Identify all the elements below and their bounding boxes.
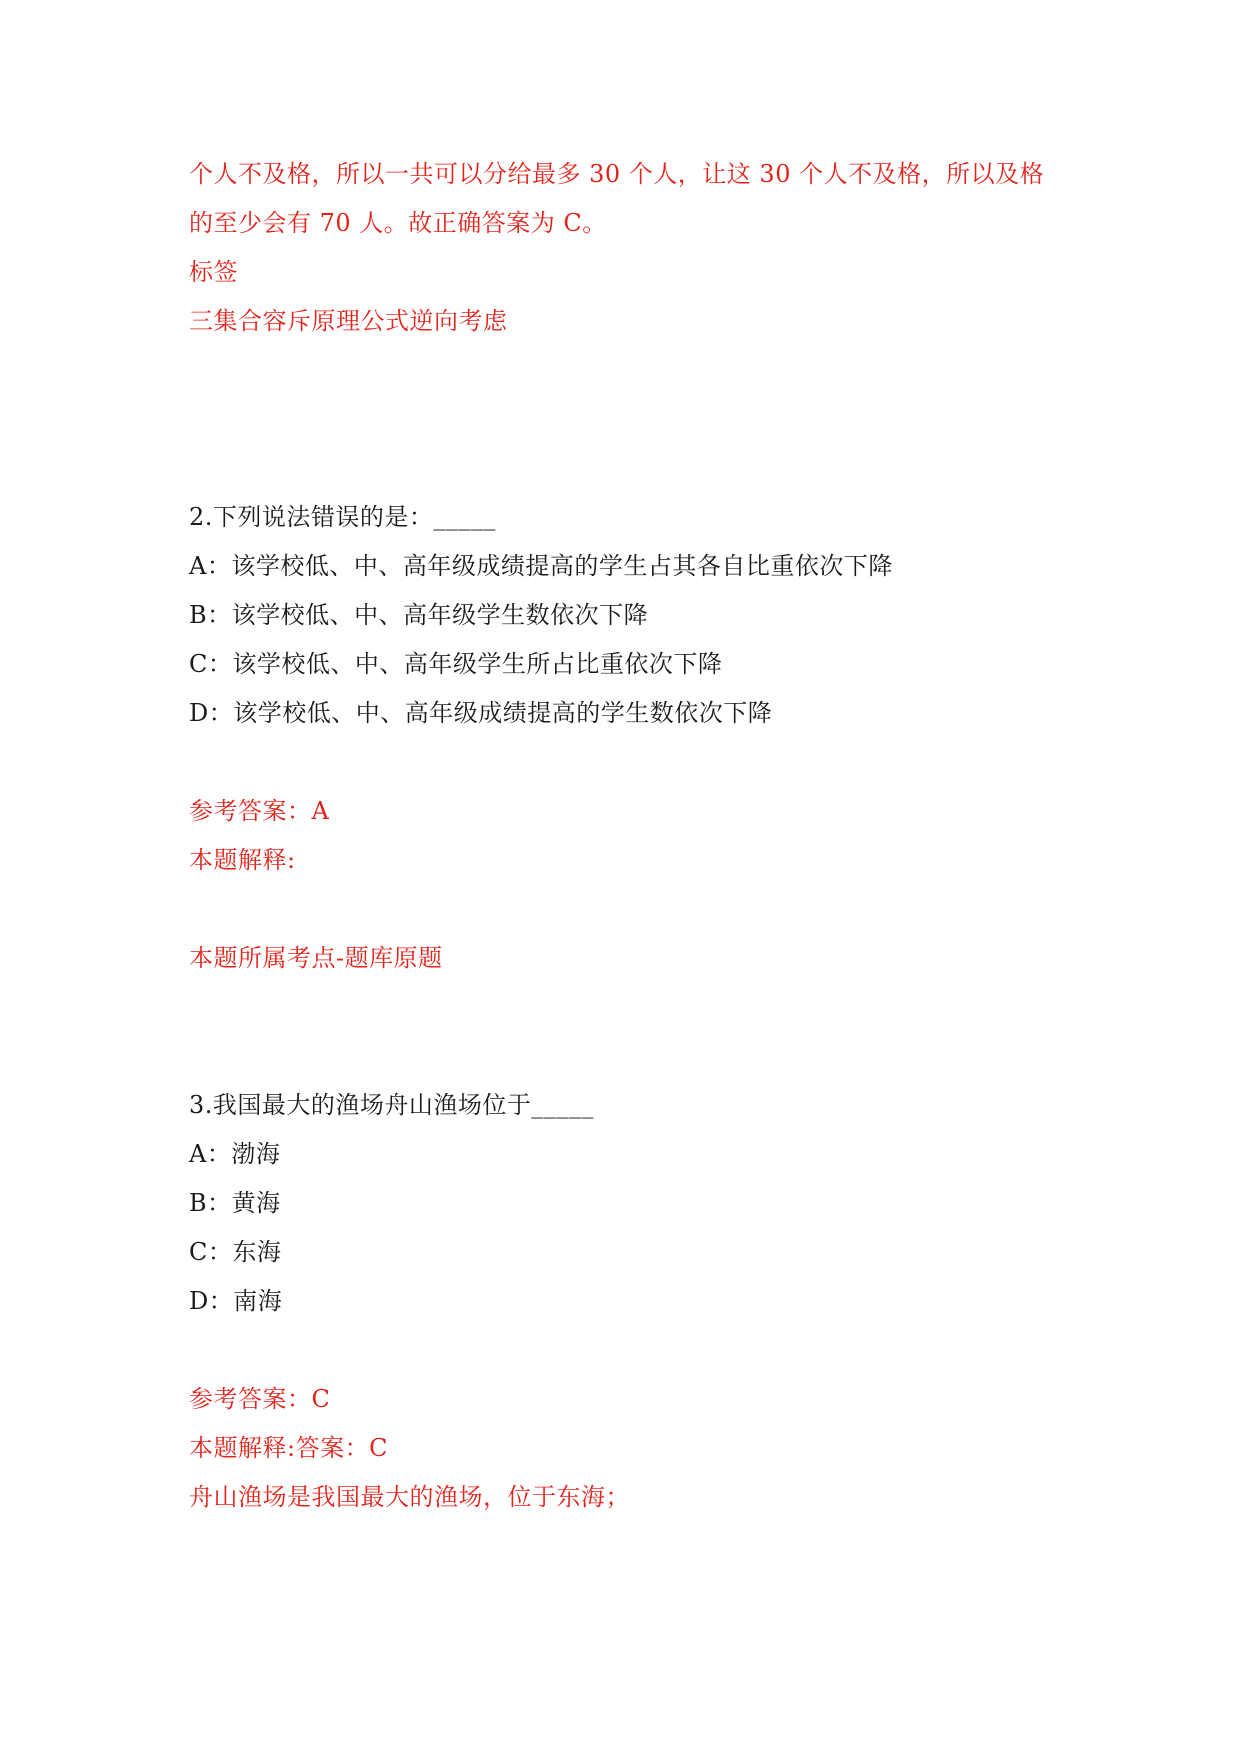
tag-value: 三集合容斥原理公式逆向考虑 <box>189 307 508 335</box>
question-2-answer: 参考答案：A <box>189 797 330 825</box>
explanation-line-1: 个人不及格，所以一共可以分给最多 30 个人，让这 30 个人不及格，所以及格 <box>189 160 1045 188</box>
question-2-option-d: D：该学校低、中、高年级成绩提高的学生数依次下降 <box>189 699 773 727</box>
question-2-text: 2.下列说法错误的是：_____ <box>189 503 496 531</box>
question-2-option-a: A：该学校低、中、高年级成绩提高的学生占其各自比重依次下降 <box>189 552 893 580</box>
question-3-option-a: A：渤海 <box>189 1140 281 1168</box>
question-3-option-c: C：东海 <box>189 1238 282 1266</box>
question-2-explanation-label: 本题解释: <box>189 846 296 874</box>
explanation-line-2: 的至少会有 70 人。故正确答案为 C。 <box>189 209 607 237</box>
question-3-explanation-detail: 舟山渔场是我国最大的渔场，位于东海； <box>189 1483 630 1511</box>
question-3-option-d: D：南海 <box>189 1287 283 1315</box>
question-3-text: 3.我国最大的渔场舟山渔场位于_____ <box>189 1091 594 1119</box>
question-3-explanation: 本题解释:答案：C <box>189 1434 388 1462</box>
question-2-option-c: C：该学校低、中、高年级学生所占比重依次下降 <box>189 650 723 678</box>
question-2-option-b: B：该学校低、中、高年级学生数依次下降 <box>189 601 649 629</box>
question-3-answer: 参考答案：C <box>189 1385 331 1413</box>
question-2-source: 本题所属考点-题库原题 <box>189 944 443 972</box>
question-3-option-b: B：黄海 <box>189 1189 281 1217</box>
tag-label: 标签 <box>189 258 238 286</box>
